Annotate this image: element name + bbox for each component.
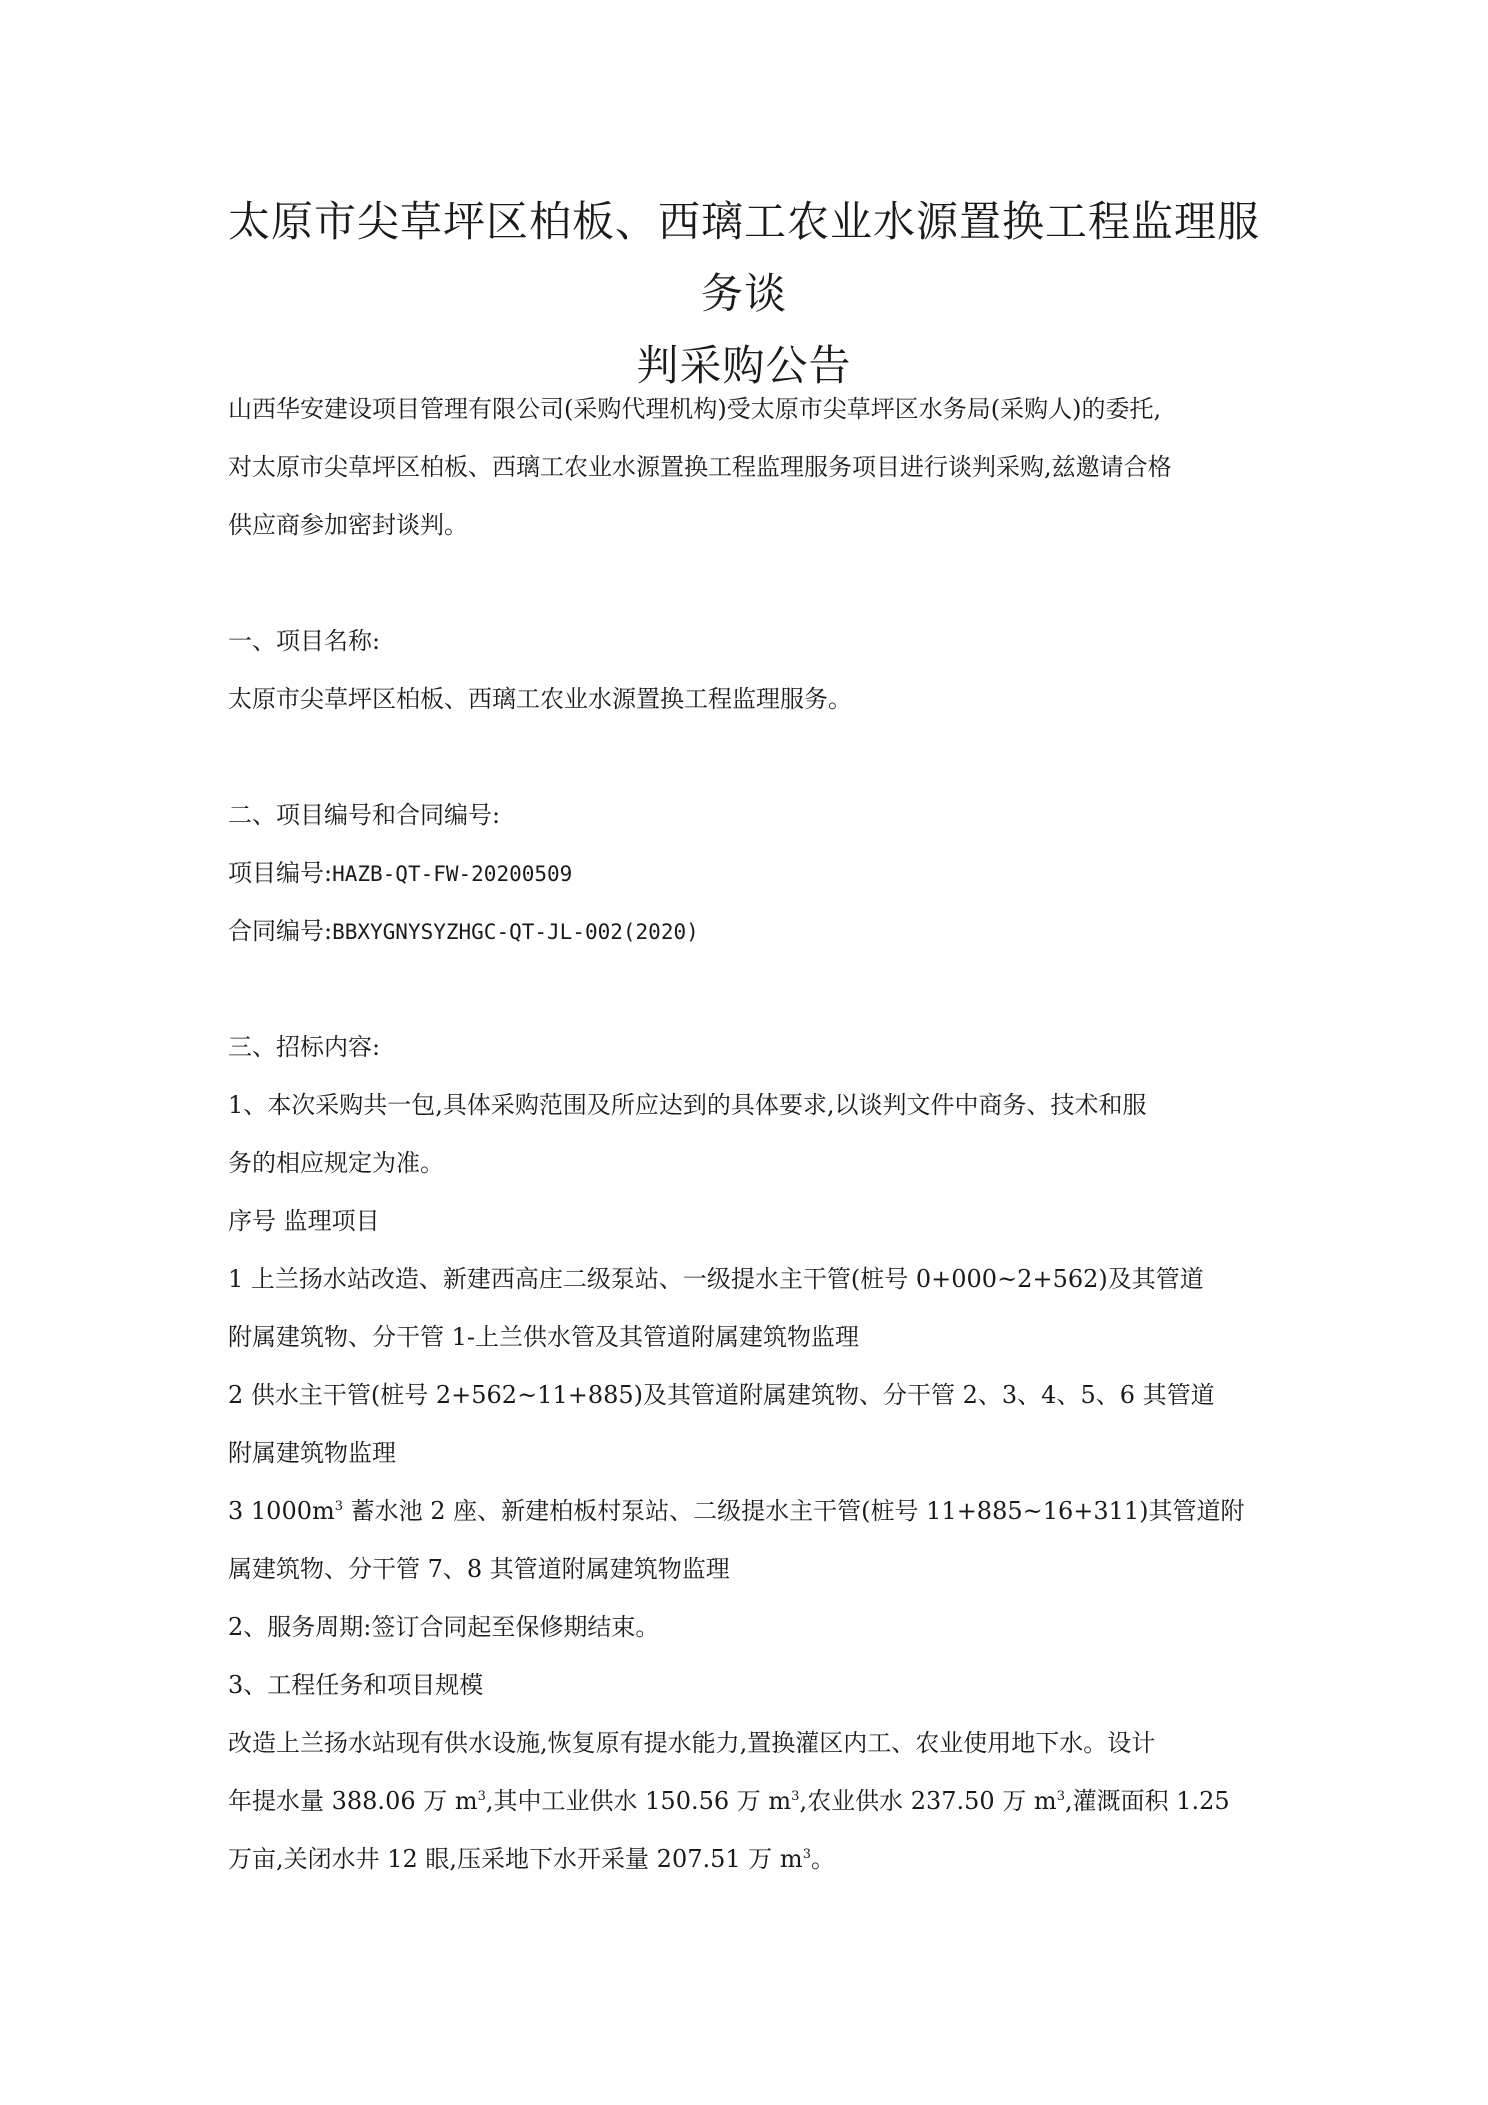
scale-line-3 (228, 1830, 1268, 1888)
scale-sup-1: 3 (477, 1789, 486, 1804)
section3-heading: 三、招标内容: (228, 1033, 381, 1061)
scale-line-2-b: ,其中工业供水 150.56 万 m (485, 1787, 792, 1815)
scale-line-3-b: 。 (810, 1845, 835, 1873)
row3-line-1 (228, 1482, 1268, 1540)
item1-line-1: 1、本次采购共一包,具体采购范围及所应达到的具体要求,以谈判文件中商务、技术和服 (228, 1091, 1147, 1119)
title-line-1: 太原市尖草坪区柏板、西璃工农业水源置换工程监理服务谈 (227, 197, 1260, 318)
scale-line-2-a: 年提水量 388.06 万 m (228, 1787, 478, 1815)
item3-heading: 3、工程任务和项目规模 (228, 1671, 484, 1699)
section1-heading: 一、项目名称: (228, 627, 381, 655)
project-number-value: HAZB-QT-FW-20200509 (332, 862, 573, 886)
row3-superscript: 3 (334, 1499, 344, 1514)
row2-line-2: 附属建筑物监理 (228, 1439, 396, 1467)
scale-line-2 (228, 1772, 1268, 1830)
item1-line-2: 务的相应规定为准。 (228, 1149, 444, 1177)
row3-text-a: 3 1000m (228, 1497, 335, 1525)
scale-sup-2: 3 (791, 1789, 800, 1804)
intro-line-3: 供应商参加密封谈判。 (228, 511, 468, 539)
intro-line-2: 对太原市尖草坪区柏板、西璃工农业水源置换工程监理服务项目进行谈判采购,兹邀请合格 (228, 453, 1172, 481)
scale-line-2-c: ,农业供水 237.50 万 m (799, 1787, 1057, 1815)
section2-heading: 二、项目编号和合同编号: (228, 801, 501, 829)
contract-number-label: 合同编号: (228, 917, 333, 945)
row2-line-1: 2 供水主干管(桩号 2+562~11+885)及其管道附属建筑物、分干管 2、3、4、5、6 其管道 (228, 1381, 1215, 1409)
scale-line-3-a: 万亩,关闭水井 12 眼,压采地下水开采量 207.51 万 m (228, 1845, 803, 1873)
item2-service-period: 2、服务周期:签订合同起至保修期结束。 (228, 1613, 660, 1641)
section1-content: 太原市尖草坪区柏板、西璃工农业水源置换工程监理服务。 (228, 685, 852, 713)
scale-line-2-d: ,灌溉面积 1.25 (1064, 1787, 1230, 1815)
scale-line-1: 改造上兰扬水站现有供水设施,恢复原有提水能力,置换灌区内工、农业使用地下水。设计 (228, 1729, 1156, 1757)
row3-text-b: 蓄水池 2 座、新建柏板村泵站、二级提水主干管(桩号 11+885~16+311)其管道附 (343, 1497, 1245, 1525)
title-line-2: 判采购公告 (636, 341, 852, 390)
scale-sup-4: 3 (802, 1847, 811, 1862)
table-header: 序号 监理项目 (228, 1207, 380, 1235)
row1-line-1: 1 上兰扬水站改造、新建西高庄二级泵站、一级提水主干管(桩号 0+000~2+562)及其管道 (228, 1265, 1204, 1293)
row1-line-2: 附属建筑物、分干管 1-上兰供水管及其管道附属建筑物监理 (228, 1323, 860, 1351)
project-number-label: 项目编号: (228, 859, 333, 887)
scale-sup-3: 3 (1056, 1789, 1065, 1804)
contract-number-line (228, 902, 1268, 961)
document-title (222, 186, 1266, 402)
project-number-line (228, 844, 1268, 903)
intro-line-1: 山西华安建设项目管理有限公司(采购代理机构)受太原市尖草坪区水务局(采购人)的委托, (228, 395, 1162, 423)
row3-line-2: 属建筑物、分干管 7、8 其管道附属建筑物监理 (228, 1555, 730, 1583)
contract-number-value: BBXYGNYSYZHGC-QT-JL-002(2020) (332, 920, 699, 944)
